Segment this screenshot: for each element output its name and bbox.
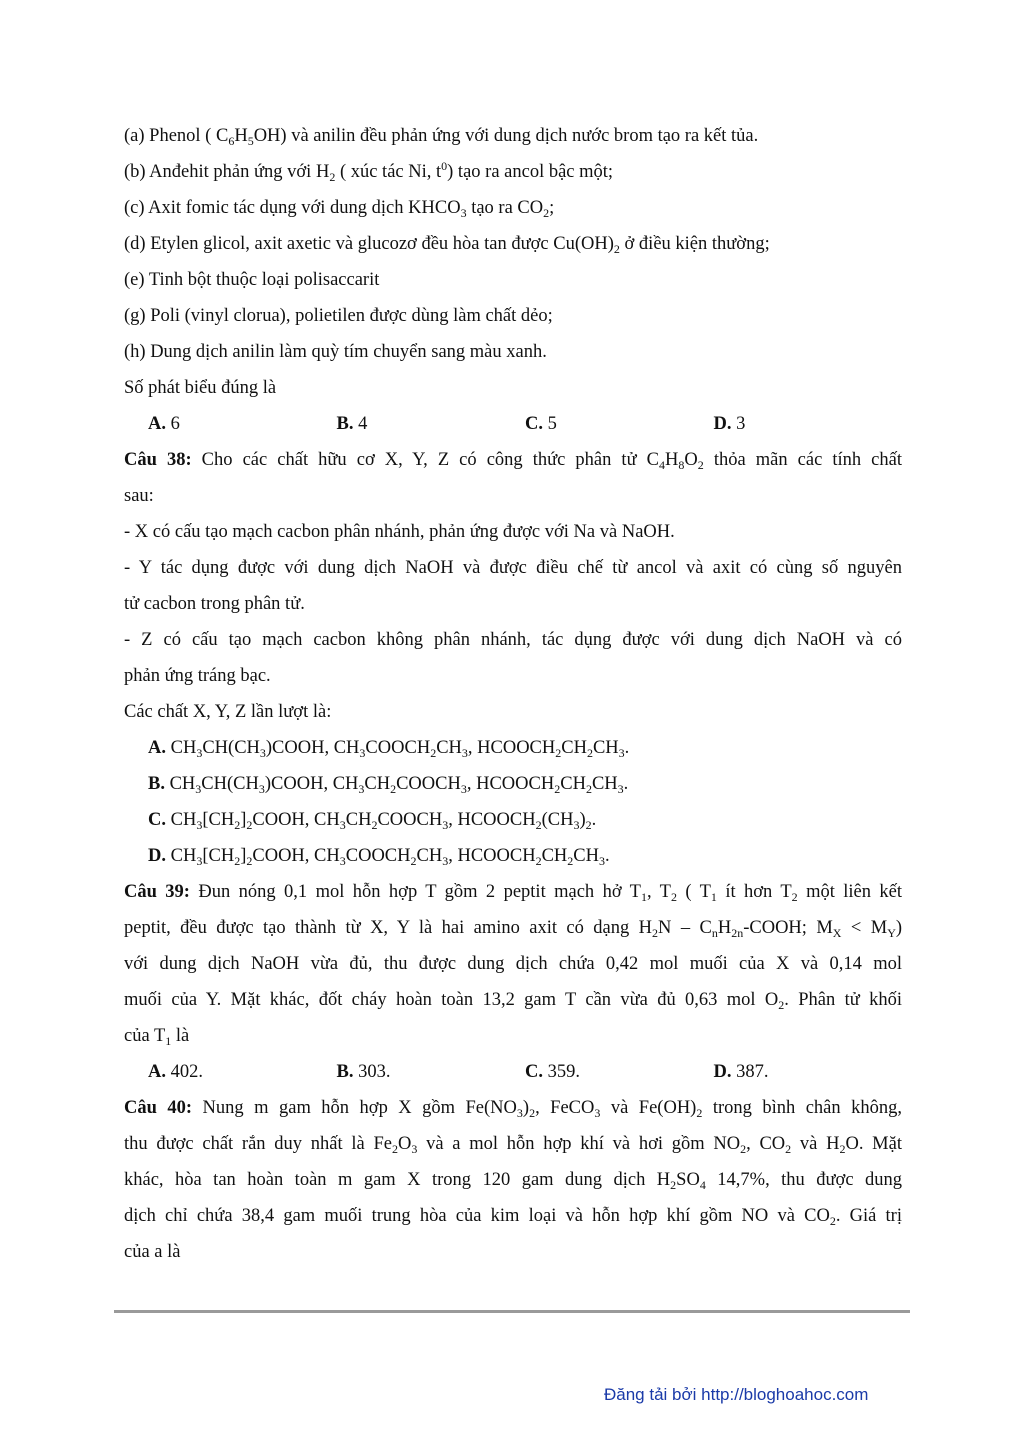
q38-z-line1: - Z có cấu tạo mạch cacbon không phân nhánh, tác dụng được với dung dịch NaOH và có [124,630,902,650]
statement-e: (e) Tinh bột thuộc loại polisaccarit [124,270,380,290]
footer-source-link[interactable]: Đăng tải bởi http://bloghoahoc.com [604,1385,869,1404]
footer-divider [114,1310,910,1313]
q40-line2: thu được chất rắn duy nhất là $Fe_2O_3$ và a mol hỗn hợp khí và hơi gồm $NO_2$, $CO_2$ và $H_2O$. Mặt [124,1134,902,1156]
q37-ask: Số phát biểu đúng là [124,378,277,398]
q38-z-line2: phản ứng tráng bạc. [124,666,271,686]
q39-options [124,1054,902,1090]
q38-y-line1: - Y tác dụng được với dung dịch NaOH và được điều chế từ ancol và axit có cùng số nguyên [124,558,902,578]
document-body [124,118,902,1270]
q38-option-d: D. $CH_3[CH_2]_2COOH$, $CH_3COOCH_2CH_3$, $HCOOCH_2CH_2CH_3$. [148,846,610,868]
q39-line4: muối của Y. Mặt khác, đốt cháy hoàn toàn 13,2 gam T cần vừa đủ 0,63 mol $O_2$. Phân tử khối [124,990,902,1012]
statement-h: (h) Dung dịch anilin làm quỳ tím chuyển sang màu xanh. [124,342,547,362]
q39-option-b: B. 303. [336,1062,391,1082]
q39-option-a: A. 402. [148,1062,203,1082]
q39-option-d: D. 387. [713,1062,769,1082]
q39-line2: peptit, đều được tạo thành từ X, Y là hai amino axit có dạng $H_2N$ – $C_nH_{2n}$-COOH; $M_X < M_Y$) [124,918,902,940]
q40-line1: Câu 40: Nung m gam hỗn hợp X gồm $Fe(NO_3)_2$, FeCO$_3$ và $Fe(OH)_2$ trong bình chân không, [124,1098,902,1120]
q38-ask: Các chất X, Y, Z lần lượt là: [124,702,332,722]
statement-a: (a) Phenol ( $C_6H_5OH$) và anilin đều phản ứng với dung dịch nước brom tạo ra kết tủa. [124,126,759,148]
statement-d: (d) Etylen glicol, axit axetic và glucozơ đều hòa tan được $Cu(OH)_2$ ở điều kiện thường; [124,234,770,256]
q37-option-c: C. 5 [525,414,557,434]
q40-line3: khác, hòa tan hoàn toàn m gam X trong 120 gam dung dịch $H_2SO_4$ 14,7%, thu được dung [124,1170,902,1192]
q39-line3: với dung dịch NaOH vừa đủ, thu được dung dịch chứa 0,42 mol muối của X và 0,14 mol [124,954,902,974]
q39-line1: Câu 39: Đun nóng 0,1 mol hỗn hợp T gồm 2 peptit mạch hở $T_1$, $T_2$ ( $T_1$ ít hơn $T_2$ một liên kết [124,882,902,904]
q38-option-c: C. $CH_3[CH_2]_2COOH$, $CH_3CH_2COOCH_3$, $HCOOCH_2(CH_3)_2$. [148,810,597,832]
q37-option-d: D. 3 [713,414,746,434]
q40-line5: của a là [124,1242,181,1262]
q37-option-b: B. 4 [336,414,368,434]
q38-y-line2: tử cacbon trong phân tử. [124,594,305,614]
q38-intro-line1: Câu 38: Cho các chất hữu cơ X, Y, Z có công thức phân tử $C_4H_8O_2$ thỏa mãn các tính chất [124,450,902,472]
q37-options [124,406,902,442]
q37-option-a: A. 6 [148,414,180,434]
q38-option-a: A. $CH_3CH(CH_3)COOH$, $CH_3COOCH_2CH_3$, $HCOOCH_2CH_2CH_3$. [148,738,630,760]
q38-x: - X có cấu tạo mạch cacbon phân nhánh, phản ứng được với Na và NaOH. [124,522,675,542]
q38-intro-line2: sau: [124,486,154,506]
q40-line4: dịch chỉ chứa 38,4 gam muối trung hòa của kim loại và hỗn hợp khí gồm NO và $CO_2$. Giá trị [124,1206,902,1228]
statement-g: (g) Poli (vinyl clorua), polietilen được dùng làm chất dẻo; [124,306,553,326]
q39-line5: của $T_1$ là [124,1026,190,1048]
q39-option-c: C. 359. [525,1062,580,1082]
q38-option-b: B. $CH_3CH(CH_3)COOH$, $CH_3CH_2COOCH_3$, $HCOOCH_2CH_2CH_3$. [148,774,629,796]
statement-c: (c) Axit fomic tác dụng với dung dịch $KHCO_3$ tạo ra $CO_2$; [124,198,555,220]
statement-b: (b) Anđehit phản ứng với $H_2$ ( xúc tác Ni, $t^0$) tạo ra ancol bậc một; [124,159,614,184]
